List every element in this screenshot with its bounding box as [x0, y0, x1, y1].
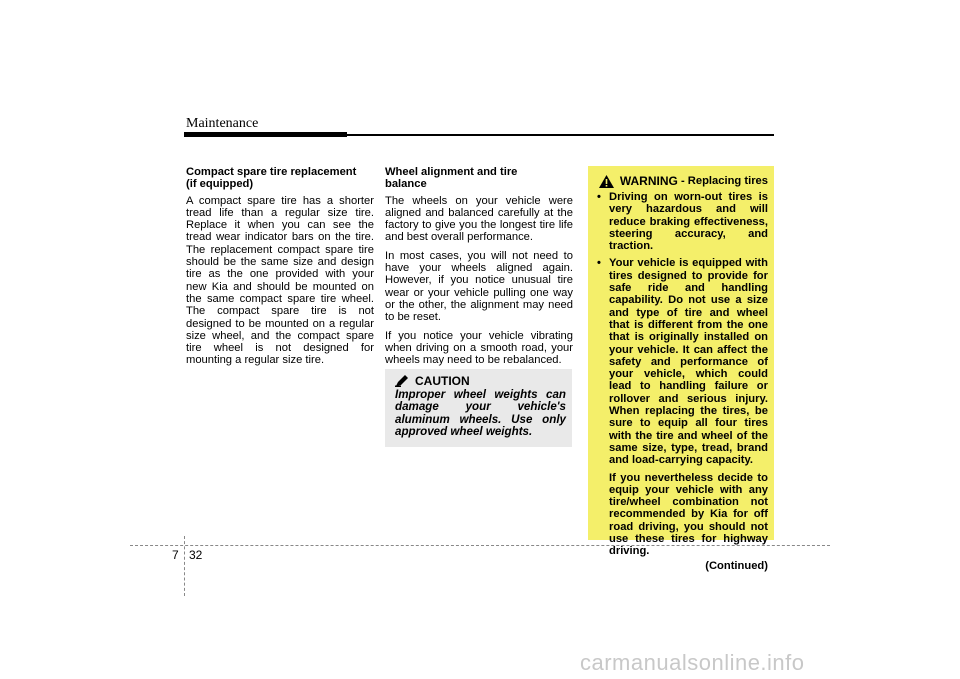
compact-spare-heading-line2: (if equipped): [186, 178, 254, 191]
site-watermark: carmanualsonline.info: [580, 650, 805, 675]
pencil-icon: [395, 375, 409, 387]
left-column: [186, 166, 374, 373]
warning-subtitle: - Replacing tires: [680, 175, 768, 188]
warning-title-row: [596, 175, 768, 188]
caution-body: Improper wheel weights can damage your vehicle's aluminum wheels. Use only approved wheel weights.: [395, 388, 566, 439]
wheel-alignment-heading-line1: Wheel alignment and tire: [385, 166, 518, 178]
warning-title: WARNING: [619, 174, 678, 189]
alignment-paragraph-3: If you notice your vehicle vibrating when driving on a smooth road, your wheels may need to be rebalanced.: [385, 329, 573, 367]
wheel-alignment-heading-line2: balance: [385, 178, 427, 191]
alignment-paragraph-2: In most cases, you will not need to have your wheels aligned again. However, if you notice unusual tire wear or your vehicle pulling one way or the other, the alignment may need to be reset.: [385, 249, 573, 324]
page-number: 32: [189, 548, 203, 562]
page-section-title: Maintenance: [186, 116, 259, 131]
caution-title-row: [395, 374, 566, 388]
warning-bullet-text-2: Your vehicle is equipped with tires designed to provide for safe ride and handling capability. Do not use a size and type of tire and wheel that is different from the one that is originally installed on your vehicle. It can affect the safety and performance of your vehicle, which could lead to handling failure or rollover and serious injury. When replacing the tires, be sure to equip all four tires with the tire and wheel of the same size, type, tread, brand and load-carrying capacity.: [609, 257, 768, 467]
header-rule-thick: [184, 132, 347, 137]
compact-spare-heading: [186, 166, 374, 191]
alignment-paragraph-1: The wheels on your vehicle were aligned and balanced carefully at the factory to give you the longest tire life and best overall performance.: [385, 194, 573, 244]
warning-box: [588, 166, 774, 572]
compact-spare-paragraph: A compact spare tire has a shorter tread life than a regular size tire. Replace it when you can see the tread wear indicator bars on the tire. The replacement compact spare tire should be the same size and design tire as the one provided with your new Kia and should be mounted on the same compact spare tire wheel. The compact spare tire is not designed to be mounted on a regular size wheel, and the compact spare tire wheel is not designed for mounting a regular size tire.: [186, 194, 374, 367]
warning-list-item: • Your vehicle is equipped with tires designed to provide for safe ride and handling capability. Do not use a size and type of tire and wheel that is different from the one that is originally installed on your vehicle. It can affect the safety and performance of your vehicle, which could lead to handling failure or rollover and serious injury. When replacing the tires, be sure to equip all four tires with the tire and wheel of the same size, type, tread, brand and load-carrying capacity.: [597, 257, 768, 467]
warning-list-item: • Driving on worn-out tires is very hazardous and will reduce braking effectiveness, steering accuracy, and traction.: [597, 191, 768, 253]
warning-bullet-text-1: Driving on worn-out tires is very hazardous and will reduce braking effectiveness, steering accuracy, and traction.: [609, 191, 768, 253]
wheel-alignment-heading: [385, 166, 573, 191]
warning-triangle-icon: [599, 175, 614, 188]
compact-spare-heading-line1: Compact spare tire replacement: [186, 166, 357, 178]
warning-followup-text: If you nevertheless decide to equip your vehicle with any tire/wheel combination not recommended by Kia for off road driving, you should not use these tires for highway driving.: [609, 471, 768, 558]
footer-dashed-vertical: [184, 536, 185, 596]
warning-continued: (Continued): [705, 559, 768, 572]
header-rule-thin: [347, 134, 774, 136]
footer-dashed-rule: [130, 545, 830, 546]
chapter-number: 7: [172, 548, 179, 562]
middle-column: [385, 166, 573, 372]
caution-title: CAUTION: [415, 374, 470, 388]
caution-box: [385, 369, 572, 447]
warning-list: [596, 191, 768, 467]
